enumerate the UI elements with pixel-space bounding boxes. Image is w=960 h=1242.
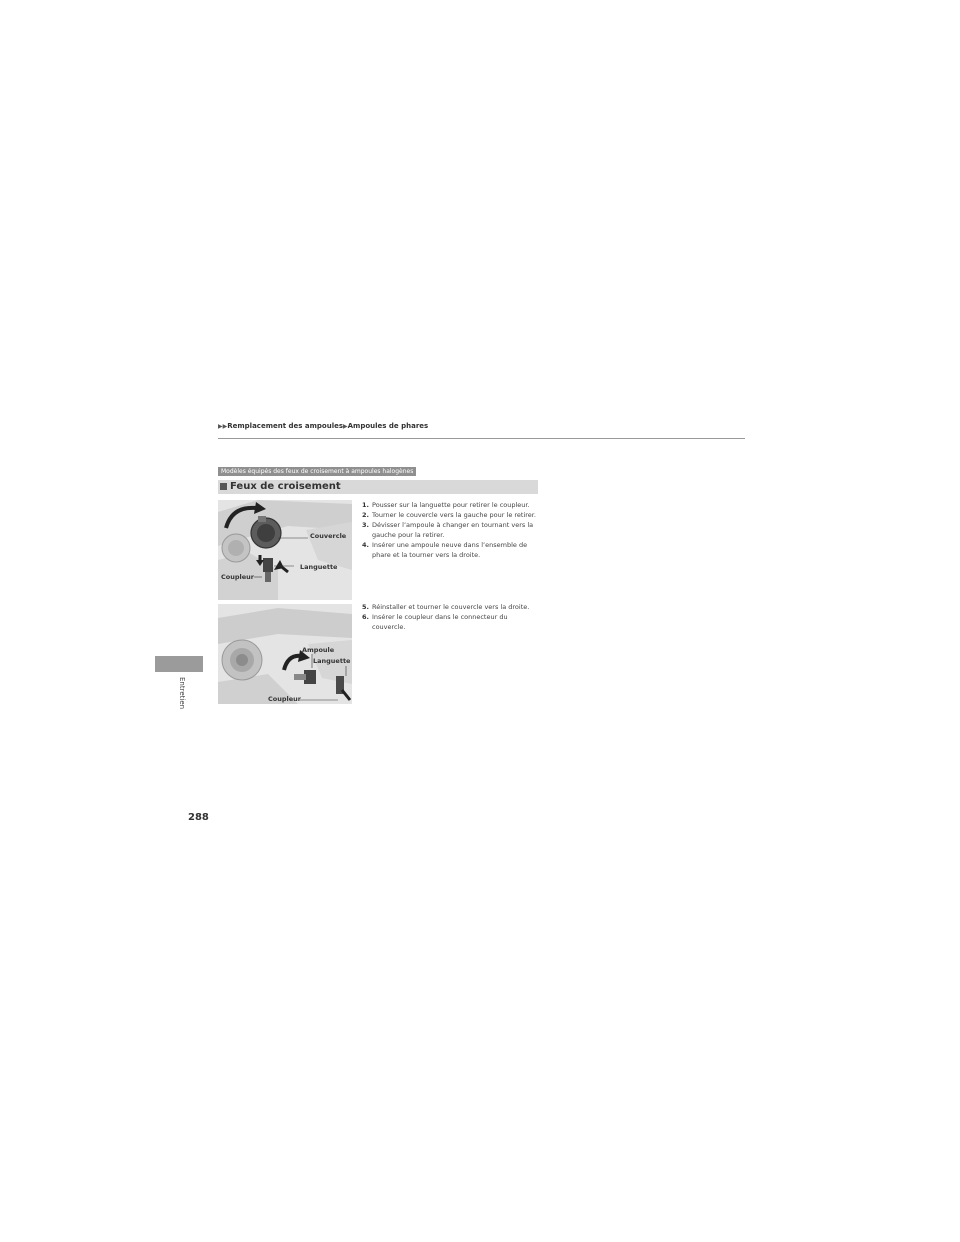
header-rule [218,438,745,439]
callout-couvercle: Couvercle [310,532,347,540]
callout-languette: Languette [300,563,338,571]
callout-coupleur: Coupleur [268,695,301,703]
figure-cover-removal [218,500,352,600]
breadcrumb-item-2[interactable]: Ampoules de phares [347,422,429,430]
steps-list-1 [362,500,542,560]
chapter-tab[interactable] [155,656,203,672]
headlight-cover-illustration [218,500,352,600]
callout-coupleur: Coupleur [221,573,254,581]
step-item: 5. Réinstaller et tourner le couvercle vers la droite. [362,603,530,611]
callout-languette: Languette [313,657,351,665]
square-bullet-icon [220,483,227,490]
model-badge: Modèles équipés des feux de croisement à ampoules halogènes [218,467,416,476]
callout-ampoule: Ampoule [302,646,335,654]
step-item: 6. Insérer le coupleur dans le connecteur du couvercle. [362,613,508,631]
breadcrumb [218,422,428,430]
breadcrumb-item-1[interactable]: Remplacement des ampoules [227,422,344,430]
page-number: 288 [188,812,209,823]
step-item: 4. Insérer une ampoule neuve dans l’ensemble de phare et la tourner vers la droite. [362,541,528,559]
steps-list-2 [362,602,542,632]
section-title: Feux de croisement [230,481,341,492]
double-triangle-icon: ▶▶ [218,423,228,430]
step-item: 3. Dévisser l’ampoule à changer en tournant vers la gauche pour la retirer. [362,521,534,539]
step-item: 1. Pousser sur la languette pour retirer le coupleur. [362,501,530,509]
headlight-bulb-illustration [218,604,352,704]
step-item: 2. Tourner le couvercle vers la gauche pour le retirer. [362,511,536,519]
triangle-icon: ▶ [343,423,348,430]
figure-bulb-replacement [218,604,352,704]
section-heading [218,480,538,494]
chapter-label: Entretien [178,677,186,710]
